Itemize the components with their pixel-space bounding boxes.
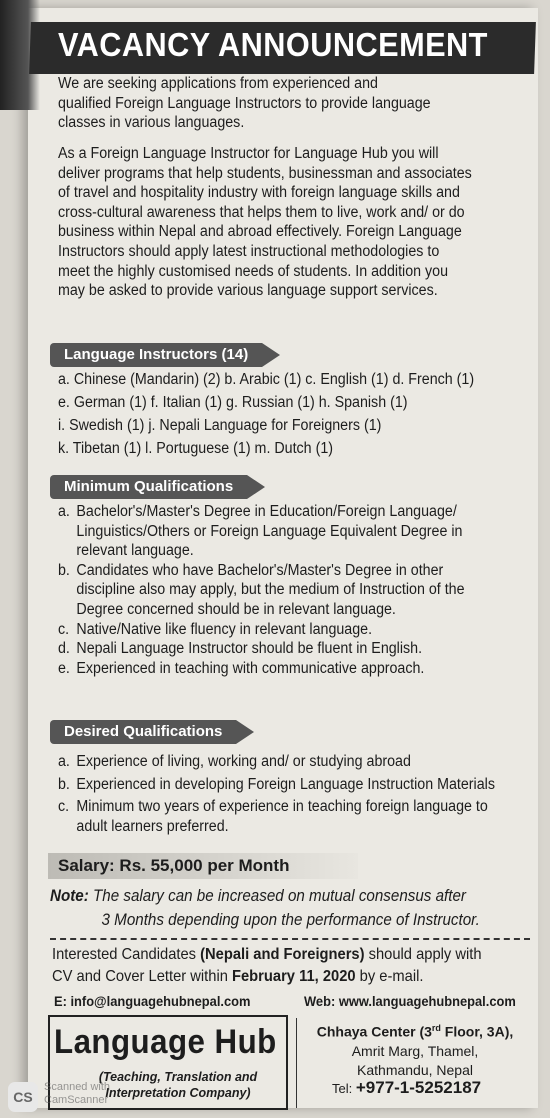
page-title: VACANCY ANNOUNCEMENT xyxy=(58,26,488,63)
camscanner-watermark: Scanned with CamScanner xyxy=(44,1081,111,1106)
description-line: Instructors should apply latest instructional methodologies to xyxy=(58,242,440,260)
description-line: cross-cultural awareness that helps them to live, work and/ or do xyxy=(58,203,465,221)
minimum-qualifications-list xyxy=(58,502,500,678)
desired-qualifications-list xyxy=(58,752,500,836)
description-line: business within Nepal and abroad effectively. Foreign Language xyxy=(58,223,462,241)
description-paragraph xyxy=(58,144,490,301)
divider-vertical xyxy=(296,1018,297,1108)
qualification-item: e. Experienced in teaching with communicative approach. xyxy=(58,659,425,677)
instructor-line: k. Tibetan (1) l. Portuguese (1) m. Dutch (1) xyxy=(58,440,334,457)
desired-qualifications-heading: Desired Qualifications xyxy=(50,720,236,744)
divider xyxy=(50,938,530,940)
contact-website[interactable]: Web: www.languagehubnepal.com xyxy=(304,993,516,1009)
description-line: of travel and hospitality industry with foreign language skills and xyxy=(58,184,460,202)
description-line: may be asked to provide various language support services. xyxy=(58,282,438,300)
qualification-item: b. Experienced in developing Foreign Language Instruction Materials xyxy=(58,775,495,793)
qualification-item: a. Bachelor's/Master's Degree in Education/Foreign Language/ Linguistics/Others or Foreign Language Equivalent Degree in relevant language. xyxy=(58,503,463,560)
company-tagline: (Teaching, Translation and Interpretation Company) xyxy=(98,1070,258,1100)
intro-line: We are seeking applications from experienced and xyxy=(58,75,378,92)
qualification-item: c. Minimum two years of experience in teaching foreign language to adult learners preferred. xyxy=(58,798,488,835)
qualification-item: b. Candidates who have Bachelor's/Master's Degree in other discipline also may apply, but the medium of Instruction of the Degree concerned should be in relevant language. xyxy=(58,561,465,618)
application-instructions: Interested Candidates (Nepali and Foreigners) should apply with CV and Cover Letter within February 11, 2020 by e-mail. xyxy=(52,946,482,985)
salary-banner: Salary: Rs. 55,000 per Month xyxy=(48,853,358,879)
company-logo: Language Hub xyxy=(54,1023,277,1061)
contact-email[interactable]: E: info@languagehubnepal.com xyxy=(54,993,251,1009)
intro-line: qualified Foreign Language Instructors to provide language xyxy=(58,94,431,112)
company-address: Chhaya Center (3rd Floor, 3A), Amrit Marg, Thamel, Kathmandu, Nepal xyxy=(316,1023,514,1078)
description-line: deliver programs that help students, businessman and associates xyxy=(58,164,472,182)
intro-line: classes in various languages. xyxy=(58,114,245,132)
intro-paragraph xyxy=(58,74,490,133)
camscanner-icon: CS xyxy=(8,1082,38,1112)
instructor-line: e. German (1) f. Italian (1) g. Russian (1) h. Spanish (1) xyxy=(58,394,408,411)
description-line: meet the highly customised needs of students. In addition you xyxy=(58,262,449,280)
qualification-item: d. Nepali Language Instructor should be fluent in English. xyxy=(58,640,423,658)
instructors-heading: Language Instructors (14) xyxy=(50,343,262,367)
instructor-line: a. Chinese (Mandarin) (2) b. Arabic (1) c. English (1) d. French (1) xyxy=(58,371,475,388)
qualification-item: c. Native/Native like fluency in relevant language. xyxy=(58,620,373,638)
description-line: As a Foreign Language Instructor for Language Hub you will xyxy=(58,145,439,162)
salary-note: Note: The salary can be increased on mutual consensus after 3 Months depending upon the performance of Instructor. xyxy=(50,887,480,929)
company-phone: Tel: +977-1-5252187 xyxy=(332,1078,482,1097)
note-label: Note: xyxy=(50,887,89,905)
instructor-line: i. Swedish (1) j. Nepali Language for Foreigners (1) xyxy=(58,417,382,434)
minimum-qualifications-heading: Minimum Qualifications xyxy=(50,475,247,499)
qualification-item: a. Experience of living, working and/ or studying abroad xyxy=(58,753,411,770)
